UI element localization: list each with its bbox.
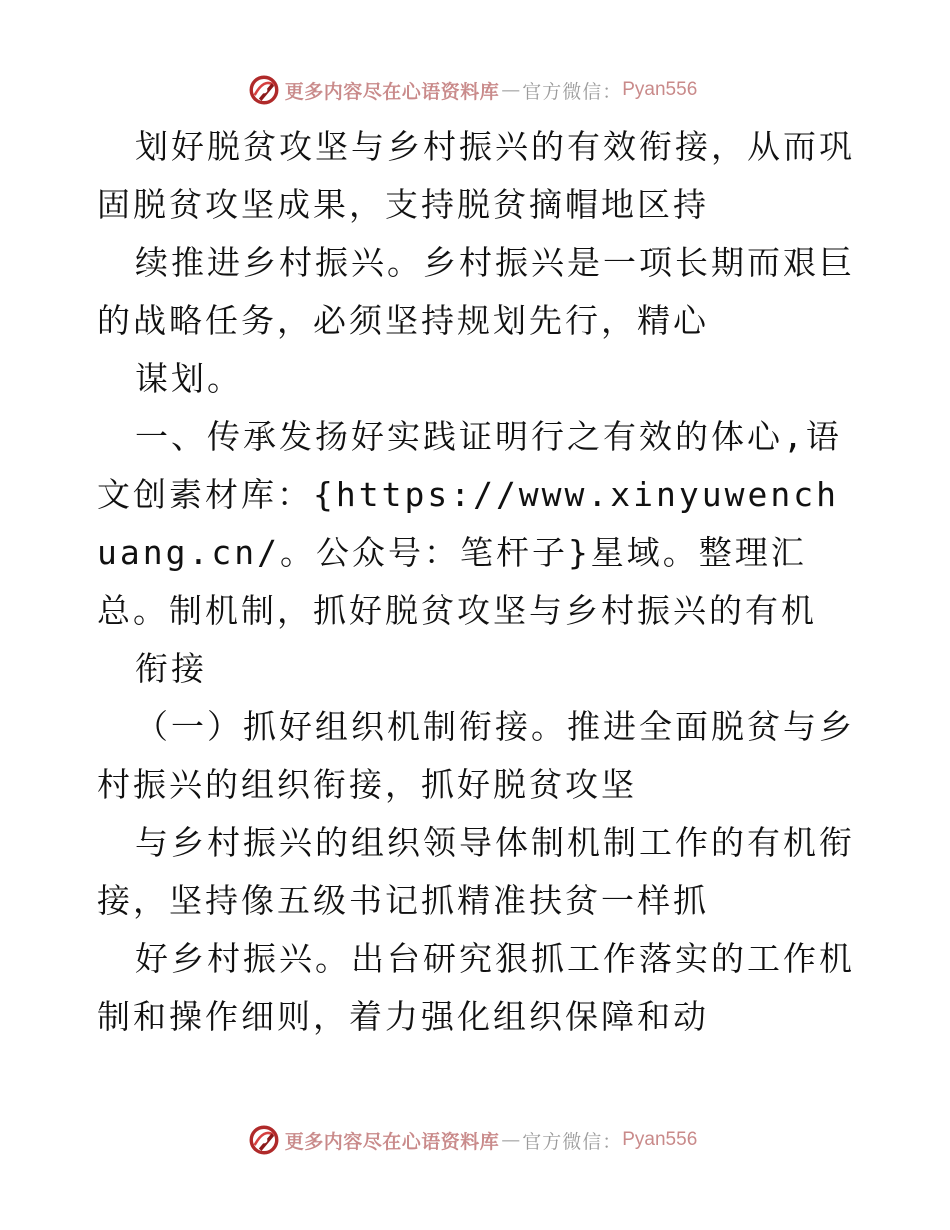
paragraph: 一、传承发扬好实践证明行之有效的体心,语文创素材库：{https://www.xinyuwenchuang.cn/。公众号：笔杆子}星域。整理汇总。制机制，抓好脱贫攻坚与乡村振兴的有机	[97, 417, 842, 630]
paragraph: 续推进乡村振兴。乡村振兴是一项长期而艰巨的战略任务，必须坚持规划先行，精心	[97, 243, 855, 340]
paragraph: 谋划。	[135, 359, 243, 398]
watermark-wechat-label: 官方微信：	[522, 1130, 623, 1153]
watermark-dash: —	[501, 79, 521, 101]
document-body	[97, 118, 857, 1046]
paragraph: 好乡村振兴。出台研究狠抓工作落实的工作机制和操作细则，着力强化组织保障和动	[97, 939, 855, 1036]
red-swirl-pen-logo-icon	[247, 73, 281, 107]
paragraph: 衔接	[135, 649, 207, 688]
watermark-dash: —	[501, 1129, 521, 1151]
watermark-wechat-id: Pyan556	[622, 1129, 698, 1150]
paragraph: 划好脱贫攻坚与乡村振兴的有效衔接，从而巩固脱贫攻坚成果，支持脱贫摘帽地区持	[97, 127, 855, 224]
paragraph: 与乡村振兴的组织领导体制机制工作的有机衔接，坚持像五级书记抓精准扶贫一样抓	[97, 823, 855, 920]
red-swirl-pen-logo-icon	[247, 1123, 281, 1157]
watermark-main-text: 更多内容尽在心语资料库	[284, 80, 500, 103]
paragraph: （一）抓好组织机制衔接。推进全面脱贫与乡村振兴的组织衔接，抓好脱贫攻坚	[97, 707, 855, 804]
watermark-wechat-label: 官方微信：	[522, 80, 623, 103]
footer-watermark	[0, 1120, 950, 1160]
watermark-main-text: 更多内容尽在心语资料库	[284, 1130, 500, 1153]
header-watermark	[0, 70, 950, 110]
watermark-wechat-id: Pyan556	[622, 79, 698, 100]
